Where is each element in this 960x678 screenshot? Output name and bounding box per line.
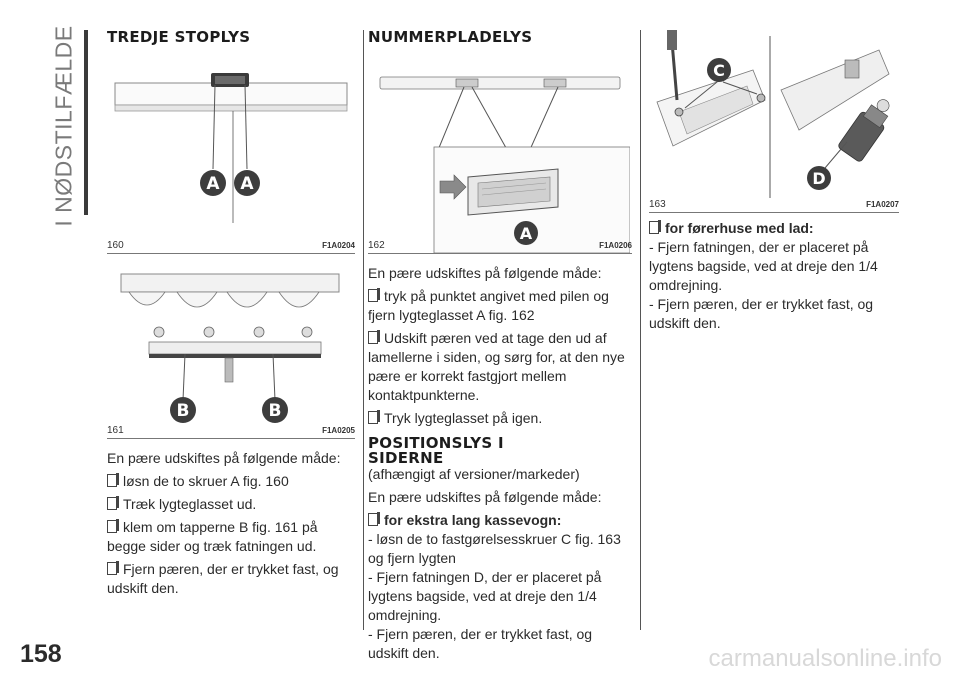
column-third-brake-light xyxy=(107,30,355,598)
figure-162-code: F1A0206 xyxy=(599,241,632,250)
column-side-lights-continued xyxy=(649,30,899,333)
checkbox-bullet-icon xyxy=(107,474,117,487)
figure-160-code: F1A0204 xyxy=(322,241,355,250)
instruction-line: - løsn de to fastgørelsesskruer C fig. 163 og fjern lygten xyxy=(368,531,621,566)
figure-161-label-b-left: B xyxy=(176,401,190,421)
checkbox-bullet-icon xyxy=(368,513,378,526)
intro-text: En pære udskiftes på følgende måde: xyxy=(368,265,602,281)
instruction-line: - Fjern pæren, der er trykket fast, og udskift den. xyxy=(368,626,593,661)
column-license-plate-light xyxy=(368,30,632,663)
figure-161-code: F1A0205 xyxy=(322,426,355,435)
step-item: Fjern pæren, der er trykket fast, og udskift den. xyxy=(107,561,339,596)
checkbox-bullet-icon xyxy=(368,289,378,302)
figure-161-label-b-right: B xyxy=(268,401,282,421)
step-item: Træk lygteglasset ud. xyxy=(107,495,355,514)
figure-163-label-c: C xyxy=(713,61,725,80)
figure-162-label-a: A xyxy=(519,224,533,243)
checkbox-bullet-icon xyxy=(368,411,378,424)
step-item: løsn de to skruer A fig. 160 xyxy=(107,472,355,491)
figure-161 xyxy=(107,258,355,439)
instruction-line: - Fjern fatningen D, der er placeret på lygtens bagside, ved at dreje den 1/4 omdrejning. xyxy=(368,569,602,623)
intro-text: En pære udskiftes på følgende måde: xyxy=(368,489,602,505)
figure-160-illustration xyxy=(107,65,355,253)
instruction-line: - Fjern pæren, der er trykket fast, og udskift den. xyxy=(649,296,874,331)
column-divider xyxy=(363,30,364,630)
figure-161-number: 161 xyxy=(107,425,124,436)
figure-163 xyxy=(649,30,899,213)
figure-163-illustration xyxy=(649,30,899,212)
figure-161-illustration xyxy=(107,258,355,438)
figure-163-label-d: D xyxy=(812,169,826,188)
subsection-title: for ekstra lang kassevogn: xyxy=(368,511,632,530)
section-heading-license-plate-light: NUMMERPLADELYS xyxy=(368,28,533,46)
step-item: Udskift pæren ved at tage den ud af lamellerne i siden, og sørg for, at den nye pære er korrekt fastgjort mellem kontaktpunkterne. xyxy=(368,330,625,403)
checkbox-bullet-icon xyxy=(107,497,117,510)
subsection-title: for førerhuse med lad: xyxy=(649,219,899,238)
checkbox-bullet-icon xyxy=(107,520,117,533)
checkbox-bullet-icon xyxy=(368,331,378,344)
figure-162-illustration xyxy=(368,65,630,253)
step-item: tryk på punktet angivet med pilen og fjern lygteglasset A fig. 162 xyxy=(368,288,609,323)
chapter-title: I NØDSTILFÆLDE xyxy=(50,24,77,227)
checkbox-bullet-icon xyxy=(649,221,659,234)
checkbox-bullet-icon xyxy=(107,562,117,575)
step-item: klem om tapperne B fig. 161 på begge sider og træk fatningen ud. xyxy=(107,519,318,554)
figure-163-number: 163 xyxy=(649,199,666,210)
figure-160-label-a-left: A xyxy=(206,174,220,194)
figure-163-code: F1A0207 xyxy=(866,200,899,209)
figure-162-number: 162 xyxy=(368,240,385,251)
step-item: Tryk lygteglasset på igen. xyxy=(368,409,632,428)
figure-162 xyxy=(368,65,632,254)
intro-text: En pære udskiftes på følgende måde: xyxy=(107,450,341,466)
column-divider xyxy=(640,30,641,630)
section-heading-third-brake-light: TREDJE STOPLYS xyxy=(107,28,251,46)
instruction-line: - Fjern fatningen, der er placeret på lygtens bagside, ved at dreje den 1/4 omdrejning. xyxy=(649,239,878,293)
figure-160-number: 160 xyxy=(107,240,124,251)
watermark: carmanualsonline.info xyxy=(708,645,942,672)
availability-note: (afhængigt af versioner/markeder) xyxy=(368,466,580,482)
chapter-bar xyxy=(84,30,88,215)
page-number: 158 xyxy=(20,640,62,668)
figure-160-label-a-right: A xyxy=(240,174,254,194)
section-heading-side-marker-lights: POSITIONSLYS I SIDERNE xyxy=(368,434,504,467)
figure-160 xyxy=(107,65,355,254)
